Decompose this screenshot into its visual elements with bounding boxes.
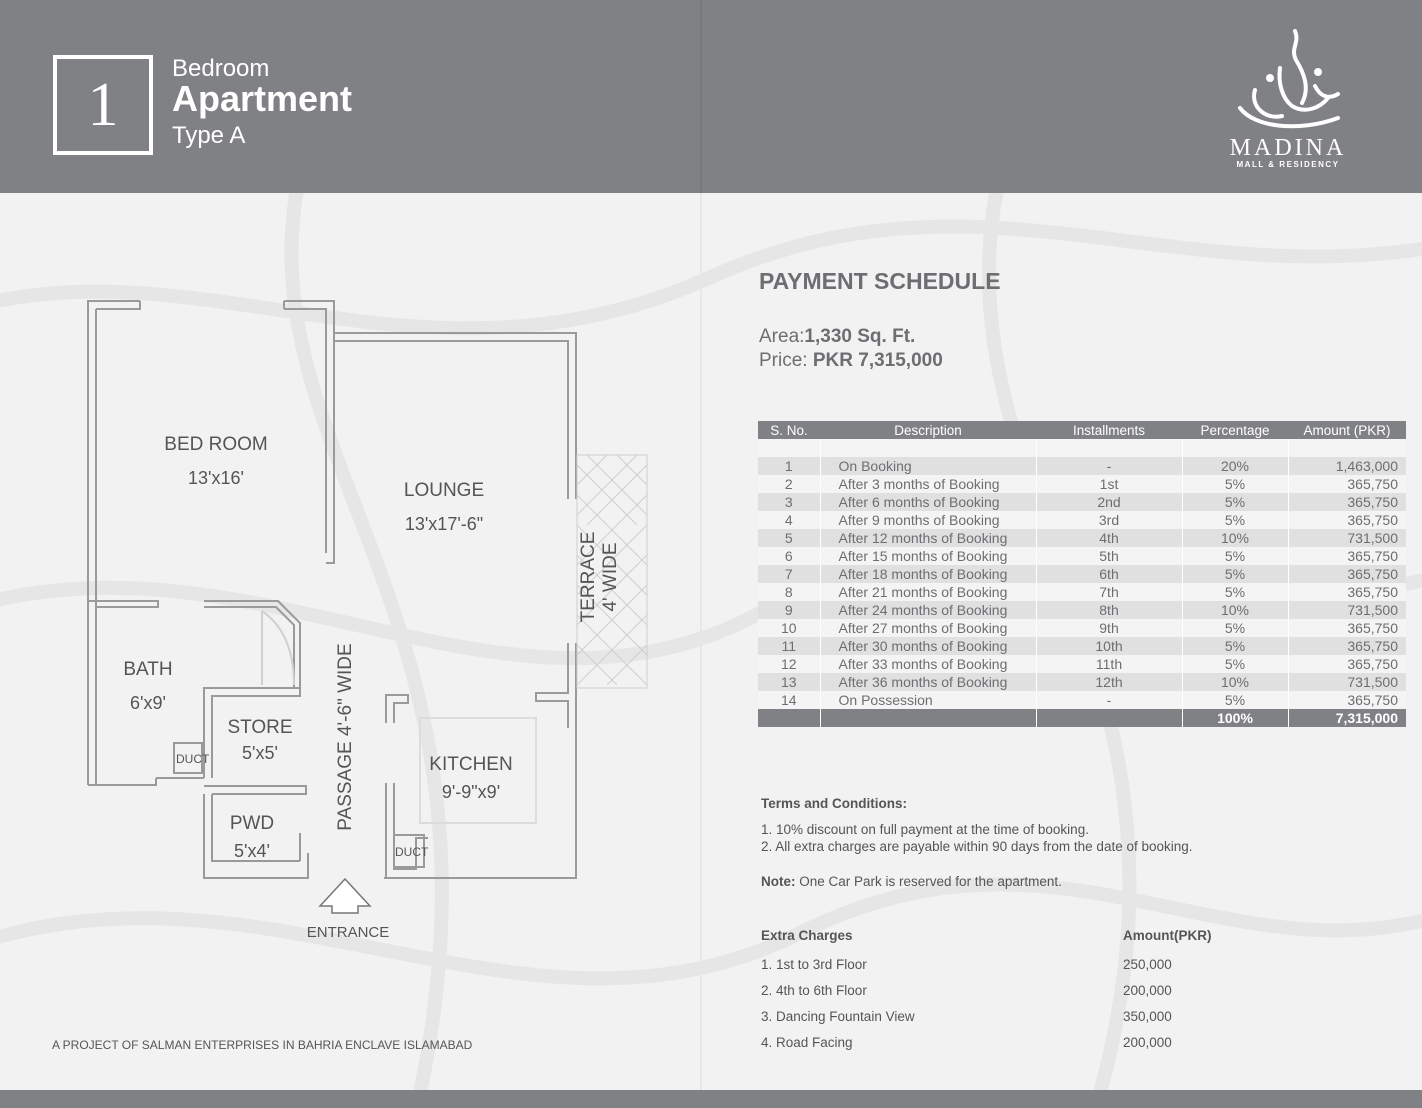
lounge-dimension: 13'x17'-6" [404,514,484,534]
table-row [758,565,1406,583]
payment-schedule-table [758,421,1406,727]
table-cell: After 24 months of Booking [820,601,1036,619]
project-note: A PROJECT OF SALMAN ENTERPRISES IN BAHRIA ENCLAVE ISLAMABAD [52,1038,473,1052]
price-value: PKR 7,315,000 [812,350,943,371]
table-row [758,673,1406,691]
term-item: 2. All extra charges are payable within 90 days from the date of booking. [761,839,1193,854]
table-row [758,493,1406,511]
bedroom-count: 1 [87,70,119,139]
payment-schedule-title: PAYMENT SCHEDULE [759,268,1001,294]
table-cell: 5% [1182,655,1288,673]
terrace-name: TERRACE [578,531,599,623]
store-label [220,717,300,764]
table-cell: After 12 months of Booking [820,529,1036,547]
note-text: One Car Park is reserved for the apartment. [795,874,1062,889]
store-dimension: 5'x5' [242,743,278,763]
area-label: Area: [759,326,805,347]
bedroom-dimension: 13'x16' [188,468,244,488]
table-cell: 14 [758,691,820,709]
table-cell: 365,750 [1288,511,1406,529]
table-cell: 10th [1036,637,1182,655]
extra-charge-amount: 200,000 [1123,983,1172,998]
column-header: Percentage [1182,421,1288,439]
table-cell: 10 [758,619,820,637]
table-cell: After 30 months of Booking [820,637,1036,655]
table-row [758,475,1406,493]
total-amount: 7,315,000 [1288,709,1406,727]
table-cell: 4 [758,511,820,529]
column-header: S. No. [758,421,820,439]
note-label: Note: [761,874,796,889]
table-cell: 5% [1182,547,1288,565]
table-cell: 13 [758,673,820,691]
table-cell: 10% [1182,673,1288,691]
extra-charge-amount: 350,000 [1123,1009,1172,1024]
table-cell: 9 [758,601,820,619]
table-row [758,637,1406,655]
lounge-label [384,480,504,535]
passage-label: PASSAGE 4'-6" WIDE [335,643,356,831]
table-cell: 365,750 [1288,637,1406,655]
table-cell: 1 [758,457,820,475]
table-total-row [758,709,1406,727]
pwd-label [212,813,292,862]
bedroom-count-box [53,55,153,155]
table-cell: 365,750 [1288,619,1406,637]
table-cell: 11 [758,637,820,655]
header-type-label: Type A [172,122,246,149]
duct-label-kitchen: DUCT [395,845,429,859]
table-cell: 6 [758,547,820,565]
table-row [758,457,1406,475]
table-cell: 10% [1182,601,1288,619]
area-value: 1,330 Sq. Ft. [804,326,916,347]
table-cell: 12 [758,655,820,673]
table-cell: 5% [1182,583,1288,601]
table-cell: 1,463,000 [1288,457,1406,475]
table-cell: 5th [1036,547,1182,565]
table-cell: 2 [758,475,820,493]
table-cell: After 3 months of Booking [820,475,1036,493]
table-cell: After 15 months of Booking [820,547,1036,565]
footer-bar [0,1090,1422,1108]
logo-subtitle: MALL & RESIDENCY [1236,160,1340,169]
table-row [758,619,1406,637]
table-cell: After 6 months of Booking [820,493,1036,511]
lounge-name: LOUNGE [403,480,485,501]
term-item: 1. 10% discount on full payment at the time of booking. [761,822,1089,837]
extra-charge-amount: 200,000 [1123,1035,1172,1050]
table-cell: 365,750 [1288,583,1406,601]
table-cell: On Booking [820,457,1036,475]
table-cell: 5% [1182,619,1288,637]
total-percent: 100% [1182,709,1288,727]
terrace-dimension: 4' WIDE [600,542,621,612]
table-cell: 2nd [1036,493,1182,511]
table-cell: 3rd [1036,511,1182,529]
table-cell: 7th [1036,583,1182,601]
bath-label [108,659,188,714]
bath-name: BATH [123,659,173,680]
bath-dimension: 6'x9' [130,693,166,713]
column-header: Installments [1036,421,1182,439]
extra-charge-label: 2. 4th to 6th Floor [761,983,867,998]
table-cell: 5% [1182,691,1288,709]
table-cell: 9th [1036,619,1182,637]
pwd-name: PWD [229,813,275,834]
table-cell: 6th [1036,565,1182,583]
table-row [758,547,1406,565]
column-header: Amount (PKR) [1288,421,1406,439]
table-cell: 5 [758,529,820,547]
bedroom-label [150,434,282,489]
table-cell: 365,750 [1288,475,1406,493]
table-cell: 12th [1036,673,1182,691]
logo-name: MADINA [1229,135,1347,161]
table-cell: - [1036,691,1182,709]
column-header: Description [820,421,1036,439]
table-cell: After 33 months of Booking [820,655,1036,673]
note-line [761,874,1062,889]
extra-charge-label: 4. Road Facing [761,1035,853,1050]
table-row [758,529,1406,547]
table-cell: - [1036,457,1182,475]
extra-charges-heading: Extra Charges [761,928,853,943]
table-cell: 731,500 [1288,529,1406,547]
table-cell: 5% [1182,637,1288,655]
table-cell: 5% [1182,475,1288,493]
table-cell: On Possession [820,691,1036,709]
table-cell: 10% [1182,529,1288,547]
table-cell: 731,500 [1288,601,1406,619]
extra-charge-amount: 250,000 [1123,957,1172,972]
table-row [758,511,1406,529]
extra-charge-label: 1. 1st to 3rd Floor [761,957,867,972]
header-apartment-title: Apartment [172,78,353,119]
table-cell: After 36 months of Booking [820,673,1036,691]
price-line [759,350,943,372]
entrance-label: ENTRANCE [306,924,390,941]
table-cell: 8th [1036,601,1182,619]
kitchen-dimension: 9'-9"x9' [441,782,501,802]
table-cell: 365,750 [1288,565,1406,583]
table-cell: 20% [1182,457,1288,475]
table-cell: 365,750 [1288,547,1406,565]
table-cell: 8 [758,583,820,601]
spread-seam [700,0,702,193]
table-row [758,691,1406,709]
table-cell: 365,750 [1288,655,1406,673]
table-cell: 5% [1182,493,1288,511]
table-row [758,655,1406,673]
table-spacer-row [758,439,1406,457]
header-bedroom-label: Bedroom [172,55,270,82]
table-row [758,583,1406,601]
table-row [758,601,1406,619]
store-name: STORE [227,717,293,738]
table-cell: After 9 months of Booking [820,511,1036,529]
bedroom-name: BED ROOM [164,434,268,455]
table-cell: 1st [1036,475,1182,493]
table-cell: 365,750 [1288,493,1406,511]
duct-label-bath: DUCT [176,752,210,766]
extra-charges-amount-heading: Amount(PKR) [1123,928,1212,943]
price-label: Price: [759,350,813,371]
table-cell: 5% [1182,565,1288,583]
kitchen-name: KITCHEN [429,754,513,775]
terrace-label [578,517,622,637]
table-cell: 11th [1036,655,1182,673]
terms-heading: Terms and Conditions: [761,796,908,811]
table-cell: 365,750 [1288,691,1406,709]
table-header-row [758,421,1406,439]
table-cell: 4th [1036,529,1182,547]
table-cell: After 18 months of Booking [820,565,1036,583]
kitchen-label [416,754,526,803]
table-cell: After 21 months of Booking [820,583,1036,601]
page-divider [700,193,702,1090]
extra-charge-label: 3. Dancing Fountain View [761,1009,915,1024]
table-cell: 5% [1182,511,1288,529]
table-cell: 731,500 [1288,673,1406,691]
pwd-dimension: 5'x4' [234,841,270,861]
area-line [759,326,915,348]
table-cell: 7 [758,565,820,583]
table-cell: After 27 months of Booking [820,619,1036,637]
table-cell: 3 [758,493,820,511]
